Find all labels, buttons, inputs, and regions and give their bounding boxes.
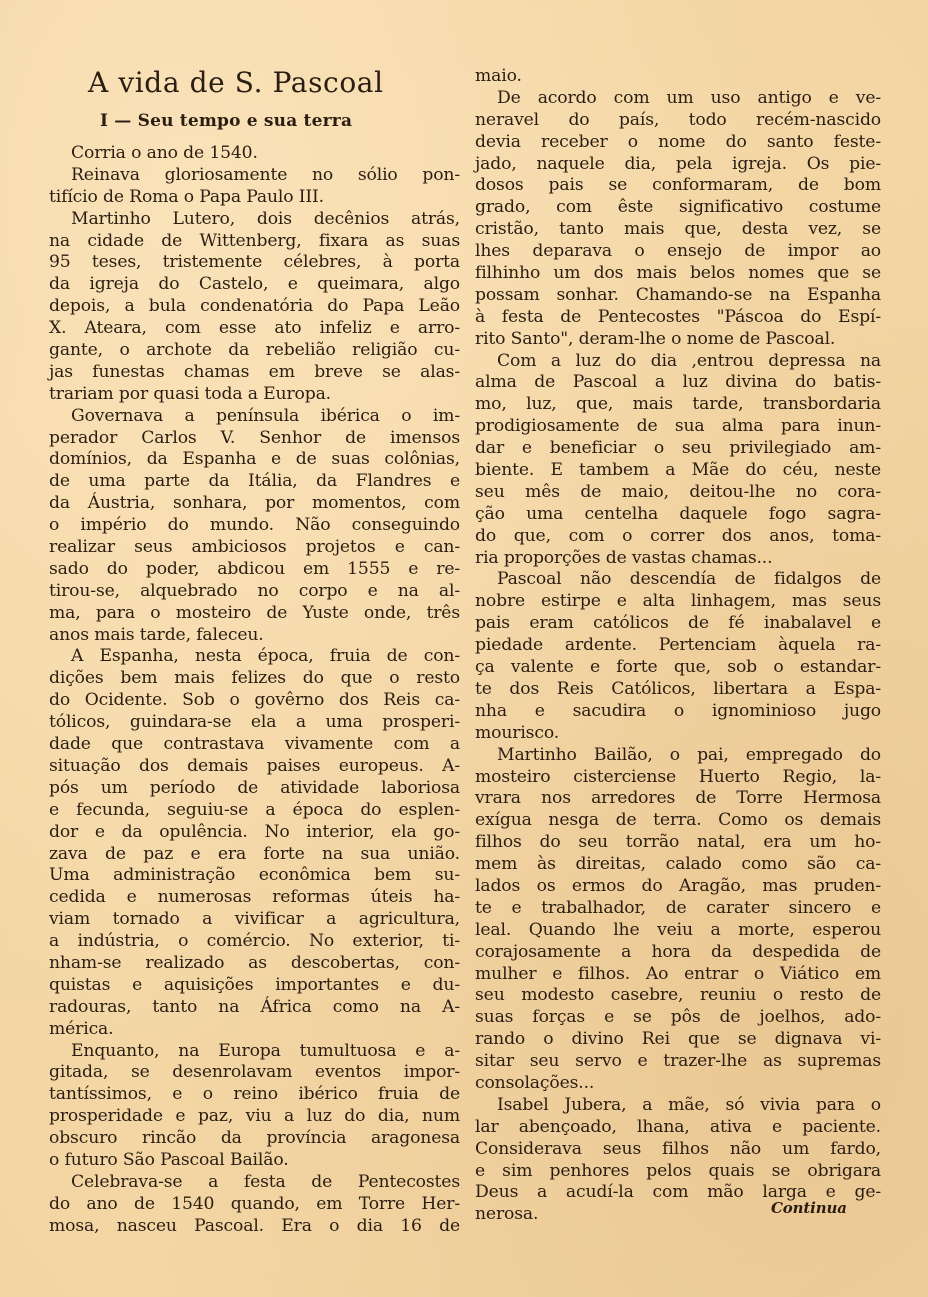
text-line: piedade ardente. Pertenciam àquela ra-	[475, 635, 881, 656]
text-line: Corria o ano de 1540.	[71, 143, 258, 163]
text-line: tantíssimos, e o reino ibérico fruia de	[49, 1084, 460, 1105]
text-line: obscuro rincão da província aragonesa	[49, 1128, 460, 1149]
text-line: quistas e aquisições importantes e du-	[49, 974, 460, 995]
text-line: Com a luz do dia ,entrou depressa na	[497, 350, 881, 371]
text-line: rando o divino Rei que se dignava vi-	[475, 1029, 881, 1050]
paragraph	[49, 646, 460, 1040]
text-line: possam sonhar. Chamando-se na Espanha	[475, 284, 881, 305]
text-line: perador Carlos V. Senhor de imensos	[49, 427, 460, 448]
text-line: trariam por quasi toda a Europa.	[49, 383, 331, 404]
paragraph	[49, 1172, 460, 1238]
text-line: situação dos demais paises europeus. A-	[49, 755, 460, 776]
paragraph	[475, 66, 881, 88]
text-line: maio.	[475, 66, 522, 86]
text-line: nha e sacudira o ignominioso jugo	[475, 700, 881, 721]
text-line: mem às direitas, calado como são ca-	[475, 854, 881, 875]
text-line: Enquanto, na Europa tumultuosa e a-	[71, 1040, 460, 1061]
text-line: consolações...	[475, 1072, 595, 1093]
text-line: filhinho um dos mais belos nomes que se	[475, 263, 881, 284]
text-line: Celebrava-se a festa de Pentecostes	[71, 1171, 460, 1192]
text-line: corajosamente a hora da despedida de	[475, 941, 881, 962]
paragraph	[49, 1041, 460, 1172]
continued-label: Continua	[771, 1199, 847, 1218]
text-line: dar e beneficiar o seu privilegiado am-	[475, 438, 881, 459]
text-line: jado, naquele dia, pela igreja. Os pie-	[475, 153, 881, 174]
left-text-column	[49, 143, 460, 1238]
paragraph	[49, 406, 460, 647]
text-line: biente. E tambem a Mãe do céu, neste	[475, 460, 881, 481]
text-line: anos mais tarde, faleceu.	[49, 624, 264, 645]
text-line: o futuro São Pascoal Bailão.	[49, 1149, 289, 1170]
paragraph	[49, 143, 460, 165]
text-line: lados os ermos do Aragão, mas pruden-	[475, 875, 881, 896]
text-line: rito Santo", deram-lhe o nome de Pascoal.	[475, 328, 836, 349]
text-line: te e trabalhador, de carater sincero e	[475, 897, 881, 918]
text-line: da Áustria, sonhara, por momentos, com	[49, 493, 460, 514]
text-line: leal. Quando lhe veiu a morte, esperou	[475, 919, 881, 940]
text-line: de uma parte da Itália, da Flandres e	[49, 471, 460, 492]
paragraph	[475, 745, 881, 1095]
text-line: nham-se realizado as descobertas, con-	[49, 952, 460, 973]
text-line: devia receber o nome do santo feste-	[475, 131, 881, 152]
text-line: nerosa. Continua	[475, 1199, 847, 1225]
text-line: lar abençoado, lhana, ativa e paciente.	[475, 1116, 881, 1137]
text-line: tirou-se, alquebrado no corpo e na al-	[49, 580, 460, 601]
text-line: e fecunda, seguiu-se a época do esplen-	[49, 799, 460, 820]
text-line: do ano de 1540 quando, em Torre Her-	[49, 1193, 460, 1214]
text-line: Uma administração econômica bem su-	[49, 865, 460, 886]
article-title: A vida de S. Pascoal	[88, 66, 384, 99]
text-line: prodigiosamente de sua alma para inun-	[475, 416, 881, 437]
text-line: realizar seus ambiciosos projetos e can-	[49, 537, 460, 558]
text-line: do Ocidente. Sob o govêrno dos Reis ca-	[49, 690, 460, 711]
text-line: mosa, nasceu Pascoal. Era o dia 16 de	[49, 1215, 460, 1236]
text-line: filhos do seu torrão natal, era um ho-	[475, 832, 881, 853]
text-line: cristão, tanto mais que, desta vez, se	[475, 219, 881, 240]
text-line: ça valente e forte que, sob o estandar-	[475, 657, 881, 678]
right-text-column	[475, 66, 881, 1226]
text-line: mosteiro cisterciense Huerto Regio, la-	[475, 766, 881, 787]
text-line: gante, o archote da rebelião religião cu-	[49, 340, 460, 361]
text-line: seu modesto casebre, reuniu o resto de	[475, 985, 881, 1006]
text-line: mulher e filhos. Ao entrar o Viático em	[475, 963, 881, 984]
text-line: exígua nesga de terra. Como os demais	[475, 810, 881, 831]
text-line: vrara nos arredores de Torre Hermosa	[475, 788, 881, 809]
text-line: mo, luz, que, mais tarde, transbordaria	[475, 394, 881, 415]
text-line: 95 teses, tristemente célebres, à porta	[49, 252, 460, 273]
text-line: Governava a península ibérica o im-	[71, 405, 460, 426]
text-line: o império do mundo. Não conseguindo	[49, 515, 460, 536]
text-line: gitada, se desenrolavam eventos impor-	[49, 1062, 460, 1083]
text-line: à festa de Pentecostes "Páscoa do Espí-	[475, 306, 881, 327]
text-line: domínios, da Espanha e de suas colônias,	[49, 449, 460, 470]
text-line: dor e da opulência. No interior, ela go-	[49, 821, 460, 842]
text-line: A Espanha, nesta época, fruia de con-	[71, 646, 460, 667]
text-line: pais eram católicos de fé inabalavel e	[475, 613, 881, 634]
text-line: alma de Pascoal a luz divina do batis-	[475, 372, 881, 393]
text-line: neravel do país, todo recém-nascido	[475, 109, 881, 130]
text-line: ma, para o mosteiro de Yuste onde, três	[49, 602, 460, 623]
paragraph	[49, 165, 460, 209]
text-line: zava de paz e era forte na sua união.	[49, 843, 460, 864]
article-subtitle: I — Seu tempo e sua terra	[100, 111, 353, 131]
text-line: mourisco.	[475, 722, 560, 743]
text-line: do que, com o correr dos anos, toma-	[475, 525, 881, 546]
text-line: e sim penhores pelos quais se obrigara	[475, 1160, 881, 1181]
text-line: dições bem mais felizes do que o resto	[49, 668, 460, 689]
paragraph	[475, 351, 881, 570]
paragraph	[475, 1095, 881, 1226]
text-line: prosperidade e paz, viu a luz do dia, num	[49, 1106, 460, 1127]
text-line: cedida e numerosas reformas úteis ha-	[49, 887, 460, 908]
text-line: te dos Reis Católicos, libertara a Espa-	[475, 678, 881, 699]
text-line: dade que contrastava vivamente com a	[49, 734, 460, 755]
paragraph	[49, 209, 460, 406]
text-line: viam tornado a vivificar a agricultura,	[49, 909, 460, 930]
text-line: grado, com êste significativo costume	[475, 197, 881, 218]
text-line: dosos pais se conformaram, de bom	[475, 175, 881, 196]
text-line: a indústria, o comércio. No exterior, ti-	[49, 931, 460, 952]
text-line: mérica.	[49, 1018, 114, 1039]
text-line: tólicos, guindara-se ela a uma prosperi-	[49, 712, 460, 733]
text-line: De acordo com um uso antigo e ve-	[497, 87, 881, 108]
text-line: depois, a bula condenatória do Papa Leão	[49, 296, 460, 317]
text-line: sitar seu servo e trazer-lhe as supremas	[475, 1051, 881, 1072]
text-line: ção uma centelha daquele fogo sagra-	[475, 503, 881, 524]
text-line: radouras, tanto na África como na A-	[49, 996, 460, 1017]
text-line: Martinho Lutero, dois decênios atrás,	[71, 208, 460, 229]
text-line: Martinho Bailão, o pai, empregado do	[497, 744, 881, 765]
text-line: tifício de Roma o Papa Paulo III.	[49, 186, 324, 207]
text-line: na cidade de Wittenberg, fixara as suas	[49, 230, 460, 251]
text-line: Pascoal não descendía de fidalgos de	[497, 569, 881, 590]
text-line: Isabel Jubera, a mãe, só vivia para o	[497, 1094, 881, 1115]
text-line: pós um período de atividade laboriosa	[49, 777, 460, 798]
paragraph	[475, 88, 881, 351]
paragraph	[475, 569, 881, 744]
text-line: da igreja do Castelo, e queimara, algo	[49, 274, 460, 295]
text-line: nobre estirpe e alta linhagem, mas seus	[475, 591, 881, 612]
text-line: ria proporções de vastas chamas...	[475, 547, 773, 568]
text-line: X. Ateara, com esse ato infeliz e arro-	[49, 318, 460, 339]
text-line: seu mês de maio, deitou-lhe no cora-	[475, 481, 881, 502]
text-line: Deus a acudí-la com mão larga e ge-	[475, 1182, 881, 1203]
text-line: sado do poder, abdicou em 1555 e re-	[49, 558, 460, 579]
text-line: suas forças e se pôs de joelhos, ado-	[475, 1007, 881, 1028]
text-line: jas funestas chamas em breve se alas-	[49, 361, 460, 382]
text-line: Reinava gloriosamente no sólio pon-	[71, 164, 460, 185]
text-line: lhes deparava o ensejo de impor ao	[475, 241, 881, 262]
text-line: Considerava seus filhos não um fardo,	[475, 1138, 881, 1159]
